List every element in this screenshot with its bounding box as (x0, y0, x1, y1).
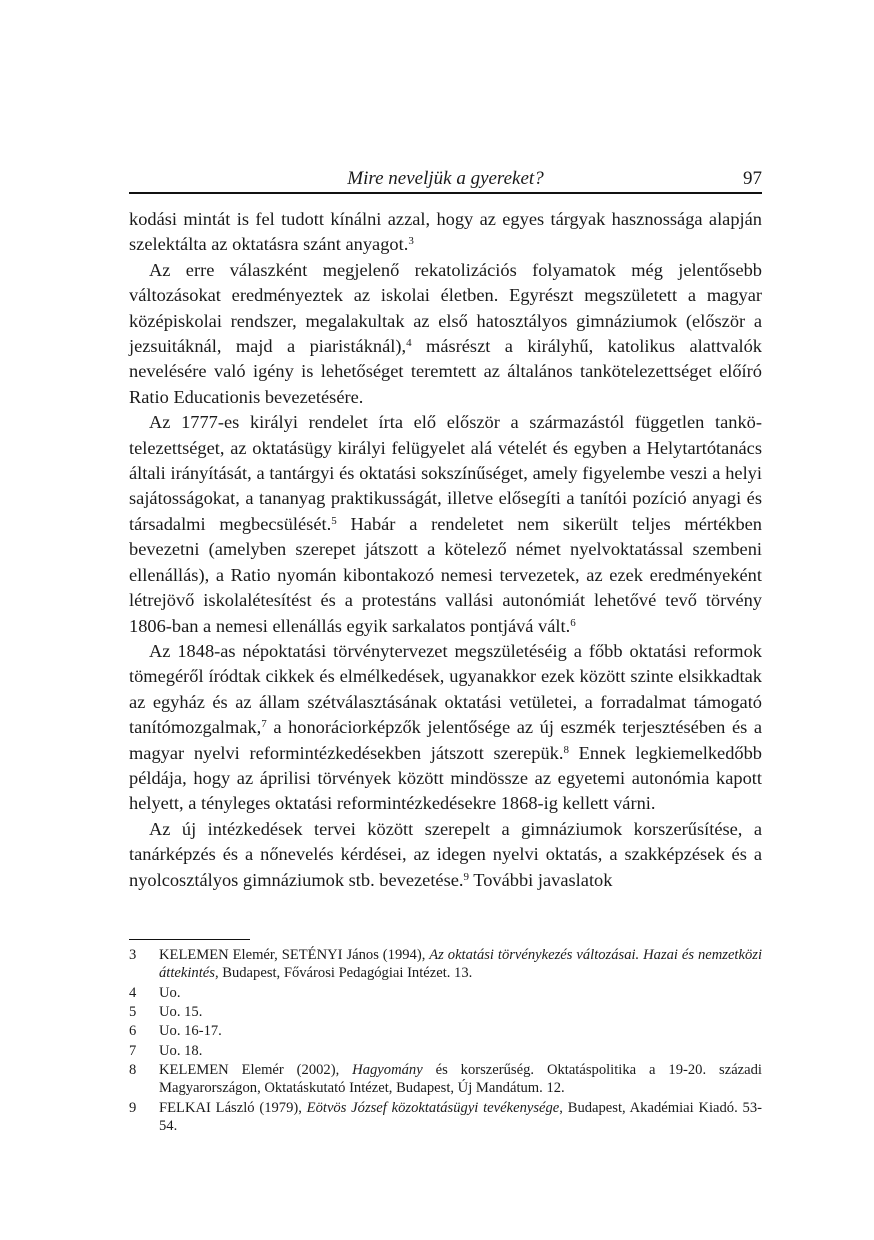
footnote-separator (129, 939, 250, 940)
text-run: Uo. (159, 984, 181, 1001)
footnote-text (159, 1061, 762, 1098)
footnote-reference: 3 (408, 235, 414, 248)
text-run: FELKAI László (1979), (159, 1099, 307, 1116)
italic-text: Eötvös József közoktatásügyi tevékenysége (306, 1099, 560, 1116)
running-title: Mire neveljük a gyereket? (347, 168, 544, 189)
page-number: 97 (743, 168, 762, 189)
footnote-reference: 8 (563, 743, 569, 756)
italic-text: Hagyomány (352, 1061, 423, 1078)
text-run: Uo. 18. (159, 1042, 203, 1059)
text-run: KELEMEN Elemér, SETÉNYI János (1994), (159, 947, 430, 963)
paragraph (129, 817, 762, 893)
body-text (129, 207, 762, 893)
footnote-number: 9 (129, 1099, 137, 1116)
footnote-reference: 9 (463, 870, 470, 883)
text-run: , Budapest, Fővárosi Pedagógiai Intézet. 13. (214, 965, 473, 982)
text-run: másrészt a királyhű, katolikus alattvalók nevelésére való igény is lehetőséget teremtett az általános tankötelezettséget előíró Ratio Educationis bevezetésére. (129, 336, 762, 407)
footnote-reference: 7 (261, 718, 267, 731)
paragraph (129, 258, 762, 410)
footnote-number: 5 (129, 1004, 137, 1020)
text-run: Az új intézkedések tervei között szerepelt a gimnáziumok korszerűsítése, a tanárképzés és a nőnevelés kérdései, az idegen nyelvi oktatás, a szakképzések és a nyolcosztályos gimnáziumok stb. bevezetése. (129, 818, 762, 890)
text-run: Az 1848-as népoktatási törvénytervezet megszületéséig a főbb oktatási reformok tömegéről íródtak cikkek és elmélkedések, ugyanakkor ezek között szinte elsikkadtak az egyház és az állam szétválasztásának oktatási vetületei, a forradalmat támogató tanítómozgalmak, (129, 640, 762, 738)
footnote (129, 1099, 762, 1136)
footnote-reference: 5 (331, 514, 337, 527)
footnote (129, 1003, 762, 1021)
footnote-number: 3 (129, 947, 137, 963)
header-rule (129, 192, 762, 194)
text-run: a honoráciorképzők jelentősége az új eszmék terjesztésében és a magyar nyelvi reformintézkedésekben játszott szerepük. (129, 717, 762, 763)
footnote-text (159, 1099, 762, 1136)
paragraph (129, 639, 762, 817)
footnote (129, 1042, 762, 1060)
text-run: Az erre válaszként megjelenő rekatolizációs folyamatok még jelentősebb változásokat eredményeztek az iskolai életben. Egyrészt megszületett a magyar középiskolai rendszer, megalakultak az első hatosztályos gimnáziumok (először a jezsuitáknál, majd a piaristáknál), (129, 259, 762, 357)
text-run: KELEMEN Elemér (2002), (159, 1061, 353, 1078)
footnote-number: 4 (129, 984, 137, 1001)
italic-text: Az oktatási törvénykezés változásai. Hazai és nemzetközi áttekintés (159, 947, 762, 982)
footnote-number: 8 (129, 1061, 137, 1078)
text-run: További javaslatok (469, 869, 613, 890)
footnote (129, 1022, 762, 1040)
text-run: , Budapest, Akadémiai Kiadó. 53-54. (159, 1099, 762, 1134)
footnote-text (159, 1022, 762, 1040)
paragraph (129, 207, 762, 258)
footnote (129, 984, 762, 1002)
text-run: Habár a rendeletet nem sikerült teljes mértékben bevezetni (amelyben szerepet játszott a kötelező német nyelvoktatással szembeni ellenállás), a Ratio nyomán kibontakozó nemesi tervezetek, az ezek eredményeként létrejövő iskolalétesítést és a protestáns vallási autonómiát lehetővé tevő törvény 1806-ban a nemesi ellenállás egyik sarkalatos pontjává vált. (129, 513, 763, 636)
footnote-reference: 4 (406, 337, 412, 350)
text-run: Az 1777-es királyi rendelet írta elő először a származástól független tankötelezettséget, az oktatásügy királyi felügyelet alá vételét és egyben a Helytartótanács általi irányítását, a tantárgyi és oktatási sokszínűséget, amely figyelembe veszi a helyi sajátosságokat, a tananyag praktikusságát, illetve elősegíti a tanítói pozíció anyagi és társadalmi megbecsülését. (129, 412, 762, 534)
footnotes (129, 946, 762, 1136)
footnote-number: 6 (129, 1023, 137, 1040)
footnote-text (159, 946, 762, 983)
footnote (129, 946, 762, 983)
footnote-text (159, 984, 762, 1002)
text-run: kodási mintát is fel tudott kínálni azzal, hogy az egyes tárgyak hasznossága alapján szelektálta az oktatásra szánt anyagot. (129, 209, 762, 255)
text-run: és korszerűség. Oktatáspolitika a 19-20. századi Magyarországon, Oktatáskutató Intézet, Budapest, Új Mandátum. 12. (159, 1061, 762, 1097)
footnote-text (159, 1042, 762, 1060)
text-run: Uo. 16-17. (159, 1023, 222, 1040)
footnote (129, 1061, 762, 1098)
text-run: Uo. 15. (159, 1004, 203, 1020)
text-run: Ennek legkiemelkedőbb példája, hogy az áprilisi törvények között mindössze az egyetemi autonómia kapott helyett, a tényleges oktatási reformintézkedésekre 1868-ig kellett várni. (129, 742, 762, 814)
paragraph (129, 410, 762, 639)
running-header (129, 166, 762, 194)
footnote-reference: 6 (570, 616, 576, 629)
footnote-number: 7 (129, 1042, 137, 1059)
footnote-text (159, 1003, 762, 1021)
